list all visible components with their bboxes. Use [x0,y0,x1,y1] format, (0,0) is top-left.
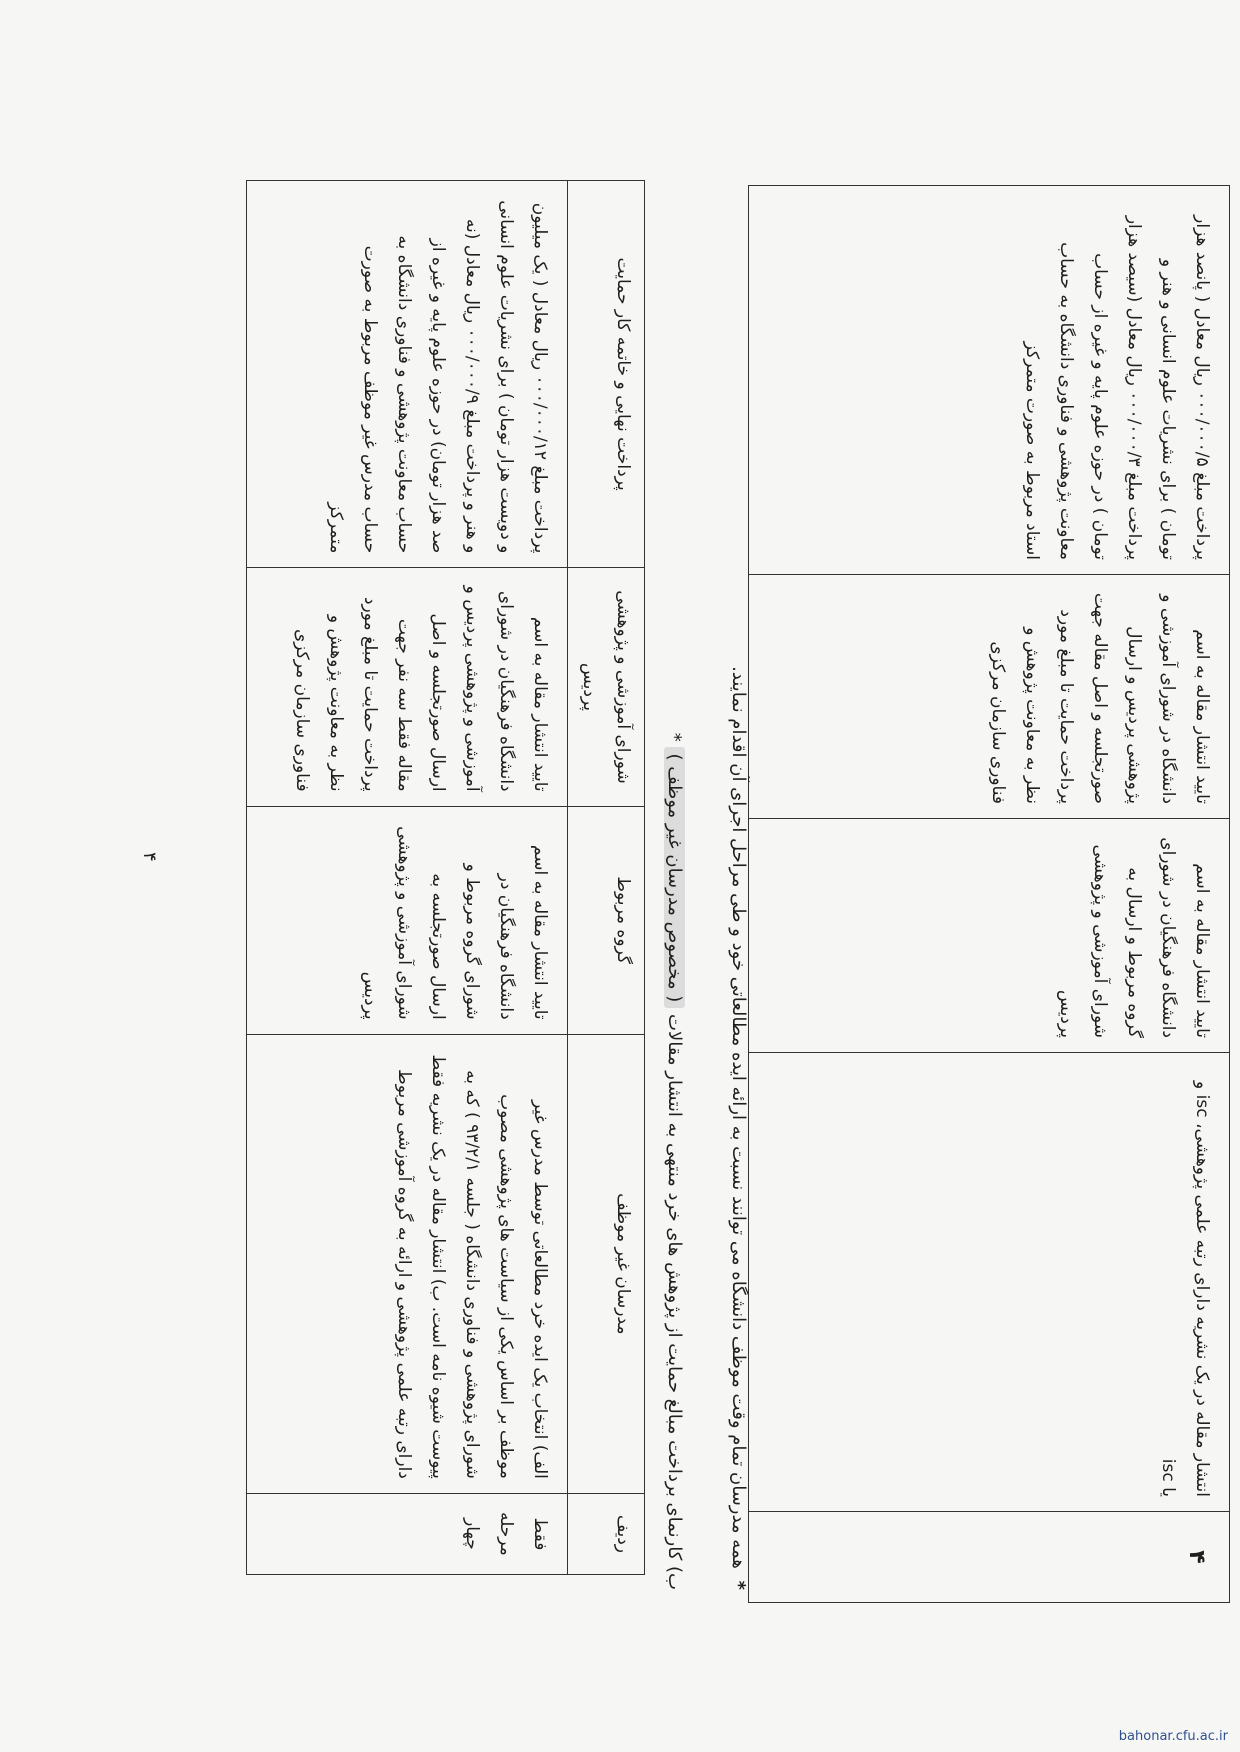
council-step-cell: تایید انتشار مقاله به اسم دانشگاه فرهنگیان در شورای آموزشی و پژوهشی پردیس و ارسال صورتجلسه و اصل مقاله فقط سه نفر جهت پرداخت حمایت تا مبلغ مورد نظر به معاونت پژوهش و فناوری سازمان مرکزی [247,568,568,806]
support-table-full-time [748,185,1230,1603]
section-b-heading [664,210,685,1590]
page-number: ۴ [139,852,160,862]
section-b-star: * [664,732,685,742]
row-number: ۴ [1184,1550,1209,1564]
title-cell: انتشار مقاله در یک نشریه دارای رتبه علمی پژوهشی، isc و یا isc [749,1053,1230,1512]
header-title: مدرسان غیر موظف [568,1034,645,1493]
payment-cell: پرداخت مبلغ ۰۰۰/۰۰۰/۱۲ ریال معادل ( یک میلیون و دویست هزار تومان ) برای نشریات علوم انسانی و هنر و پرداخت مبلغ ۰۰۰/۰۰۰/۹ ریال معادل (نه صد هزار تومان) در حوزه علوم پایه و غیره از حساب معاونت پژوهشی و فناوری دانشگاه به حساب مدرس غیر موظف مربوط به صورت متمرکز [247,181,568,568]
note-star: * [728,1580,749,1590]
row-stage-cell: فقط مرحله چهار [247,1493,568,1574]
note-text: همه مدرسان تمام وقت موظف دانشگاه می توانند نسبت به ارائه ایده مطالعاتی خود و طی مراحل اجرای آن اقدام نمایند. [728,666,749,1569]
note-paragraph [721,210,755,1590]
council-step-cell: تایید انتشار مقاله به اسم دانشگاه در شورای آموزشی و پژوهشی پردیس و ارسال صورتجلسه و اصل مقاله جهت پرداخت حمایت تا مبلغ مورد نظر به معاونت پژوهش و فناوری سازمان مرکزی [749,575,1230,819]
row-number-cell [749,1512,1230,1603]
header-group: گروه مربوط [568,806,645,1034]
section-b-text: ب) کارنمای برداخت مبالغ حمایت از پژوهش های خرد منتهی به انتشار مقالات [664,1014,685,1590]
support-table-part-time [246,180,645,1575]
group-step-cell: تایید انتشار مقاله به اسم دانشگاه فرهنگیان در شورای گروه مربوط و ارسال به شورای آموزشی و پژوهشی پردیس [749,819,1230,1053]
payment-cell: پرداخت مبلغ ۰۰۰/۰۰۰/۵ ریال معادل ( پانصد هزار تومان ) برای نشریات علوم انسانی و هنر و پرداخت مبلغ ۰۰۰/۰۰۰/۳ ریال معادل (سیصد هزار تومان ) در حوزه علوم پایه و غیره از حساب معاونت پژوهشی و فناوری دانشگاه به حساب استاد مربوط به صورت متمرکز [749,186,1230,575]
header-row: ردیف [568,1493,645,1574]
header-payment: پرداخت نهایی و خاتمه کار حمایت [568,181,645,568]
title-cell: الف) انتخاب یک ایده خرد مطالعاتی توسط مدرس غیر موظف بر اساس یکی از سیاست های پژوهشی مصوب شورای پژوهشی و فناوری دانشگاه ( جلسه ۹۳/۲/۱ ) که به پیوست شیوه نامه است. ب) انتشار مقاله در یک نشریه فقط دارای رتبه علمی پژوهشی و ارائه به گروه آموزشی مربوط [247,1034,568,1493]
header-council: شورای آموزشی و پژوهشی پردیس [568,568,645,806]
footer-link[interactable]: bahonar.cfu.ac.ir [1118,1729,1228,1744]
section-b-highlight: ( مخصوص مدرسان غیر موظف ) [664,747,685,1008]
group-step-cell: تایید انتشار مقاله به اسم دانشگاه فرهنگیان در شورای گروه مربوط و ارسال صورتجلسه به شورای آموزشی و پژوهشی پردیس [247,806,568,1034]
